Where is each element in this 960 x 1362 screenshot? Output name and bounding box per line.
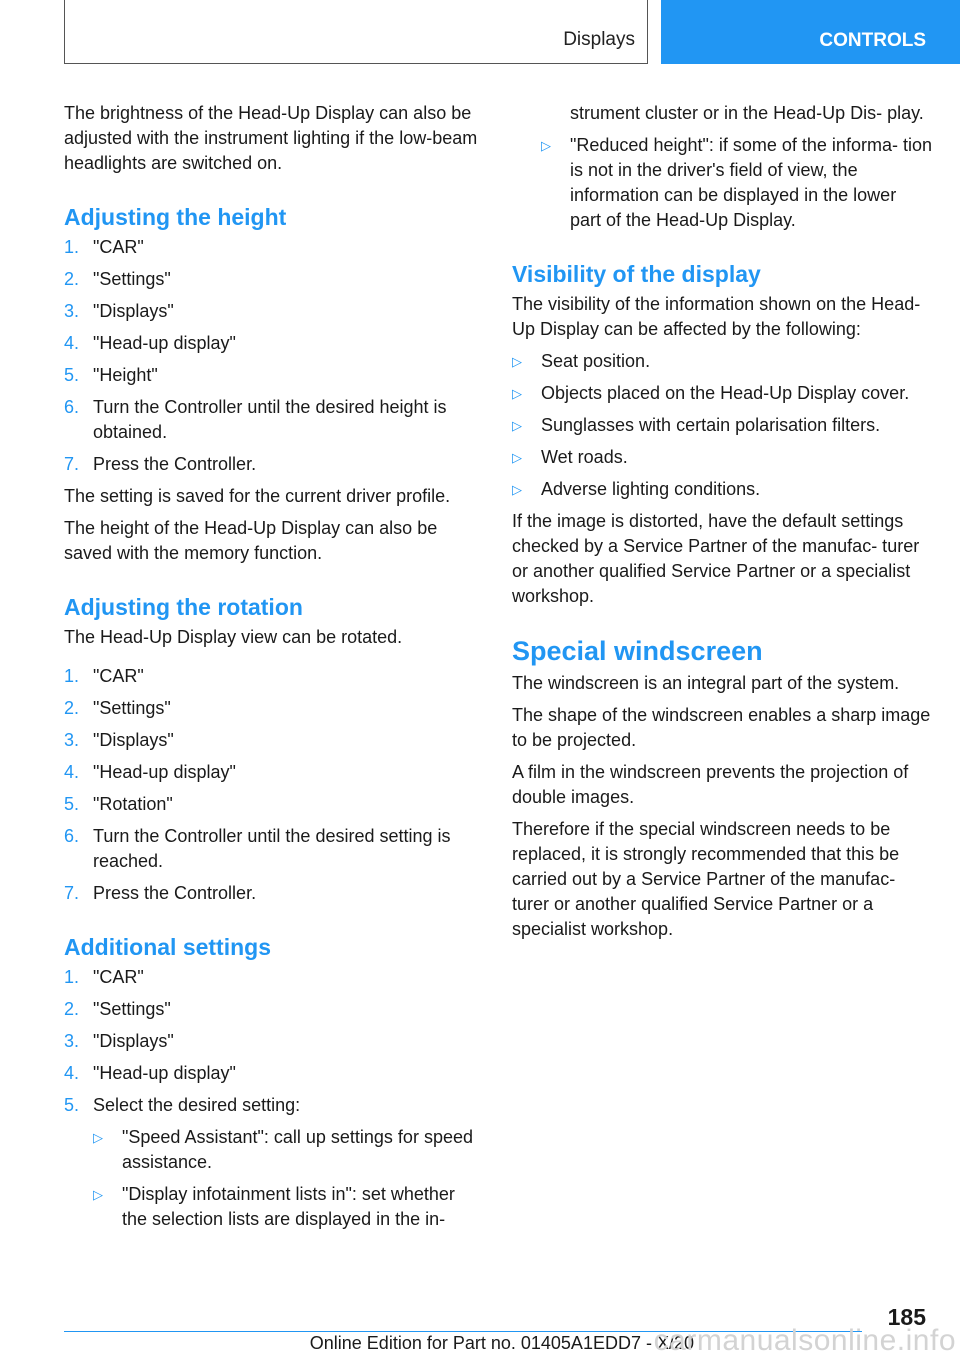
intro-paragraph: The brightness of the Head-Up Display can also be adjusted with the instrument lighting if the low-beam headlights are switched on. [64,103,478,173]
section-title: Displays [563,29,635,50]
windscreen-paragraph-2: The shape of the windscreen enables a sharp image to be projected. [512,705,931,750]
setting-options-list [93,1125,482,1232]
select-setting-text: Select the desired setting: [93,1095,301,1115]
continued-text: strument cluster or in the Head-Up Dis- play. [570,103,924,123]
windscreen-paragraph-4: Therefore if the special windscreen needs to be replaced, it is strongly recommended that this be carried out by a Service Partner of the manufac- turer or another qualified Service Partner or a specialist workshop. [512,819,900,939]
list-item: 5. Select the desired setting: ▷ "Speed Assistant": call up settings for speed assistance. ▷ "Display infotainment lists in": set whether the selection lists are displayed in the in- [64,1093,482,1239]
windscreen-paragraph-1: The windscreen is an integral part of the system. [512,673,900,693]
heading-visibility: Visibility of the display [512,261,761,287]
list-item: 7. Press the Controller. [64,883,257,903]
left-column [64,101,482,1246]
rotation-intro: The Head-Up Display view can be rotated. [64,627,403,647]
list-item: 3. "Displays" [64,1031,174,1051]
list-item: ▷ Sunglasses with certain polarisation filters. [512,413,932,438]
list-item: 2. "Settings" [64,269,171,289]
triangle-bullet-icon: ▷ [512,354,522,369]
right-column [512,101,932,949]
list-item: 6. Turn the Controller until the desired setting is reached. [64,826,451,871]
list-item: 1. "CAR" [64,967,144,987]
header-box [64,0,648,64]
watermark: carmanualsonline.info [653,1324,956,1357]
list-item: ▷ "Display infotainment lists in": set whether the selection lists are displayed in the in- [93,1182,482,1232]
list-item: ▷ Seat position. [512,349,932,374]
list-item: 3. "Displays" [64,301,174,321]
heading-adjusting-rotation: Adjusting the rotation [64,594,303,620]
edition-text: Online Edition for Part no. 01405A1EDD7 - X/20 [309,1333,694,1353]
rotation-steps-list [64,664,482,906]
heading-special-windscreen: Special windscreen [512,636,763,666]
list-item: 5. "Rotation" [64,794,173,814]
windscreen-paragraph-3: A film in the windscreen prevents the projection of double images. [512,762,909,807]
triangle-bullet-icon: ▷ [512,482,522,497]
visibility-intro: The visibility of the information shown on the Head-Up Display can be affected by the following: [512,294,921,339]
list-item: ▷ Objects placed on the Head-Up Display cover. [512,381,932,406]
list-item: 1. "CAR" [64,666,144,686]
triangle-bullet-icon: ▷ [512,386,522,401]
chapter-title: CONTROLS [819,30,926,51]
height-note-memory: The height of the Head-Up Display can also be saved with the memory function. [64,518,438,563]
list-item: 2. "Settings" [64,698,171,718]
additional-steps-list [64,965,482,1239]
triangle-bullet-icon: ▷ [512,418,522,433]
list-item: ▷ "Reduced height": if some of the informa- tion is not in the driver's field of view, the information can be displayed in the lower part of the Head-Up Display. [541,133,932,233]
triangle-bullet-icon: ▷ [512,450,522,465]
page-number: 185 [887,1304,926,1330]
list-item: 4. "Head-up display" [64,762,236,782]
heading-adjusting-height: Adjusting the height [64,204,287,230]
list-item: ▷ Adverse lighting conditions. [512,477,932,502]
list-item: 1. "CAR" [64,237,144,257]
list-item: 6. Turn the Controller until the desired height is obtained. [64,397,447,442]
triangle-bullet-icon: ▷ [93,1130,103,1145]
visibility-factors-list [512,349,932,502]
list-item: 4. "Head-up display" [64,1063,236,1083]
heading-additional-settings: Additional settings [64,934,271,960]
visibility-outro: If the image is distorted, have the default settings checked by a Service Partner of the manufac- turer or another qualified Service Partner or a specialist workshop. [512,511,920,606]
height-note-profile: The setting is saved for the current driver profile. [64,486,451,506]
list-item: ▷ "Speed Assistant": call up settings for speed assistance. [93,1125,482,1175]
triangle-bullet-icon: ▷ [541,138,551,153]
list-item: 7. Press the Controller. [64,454,257,474]
list-item: 3. "Displays" [64,730,174,750]
list-item: ▷ Wet roads. [512,445,932,470]
list-item: 5. "Height" [64,365,158,385]
list-item: 2. "Settings" [64,999,171,1019]
height-steps-list [64,235,482,477]
triangle-bullet-icon: ▷ [93,1187,103,1202]
reduced-height-list [512,133,932,233]
chapter-tab [661,0,960,64]
list-item: 4. "Head-up display" [64,333,236,353]
